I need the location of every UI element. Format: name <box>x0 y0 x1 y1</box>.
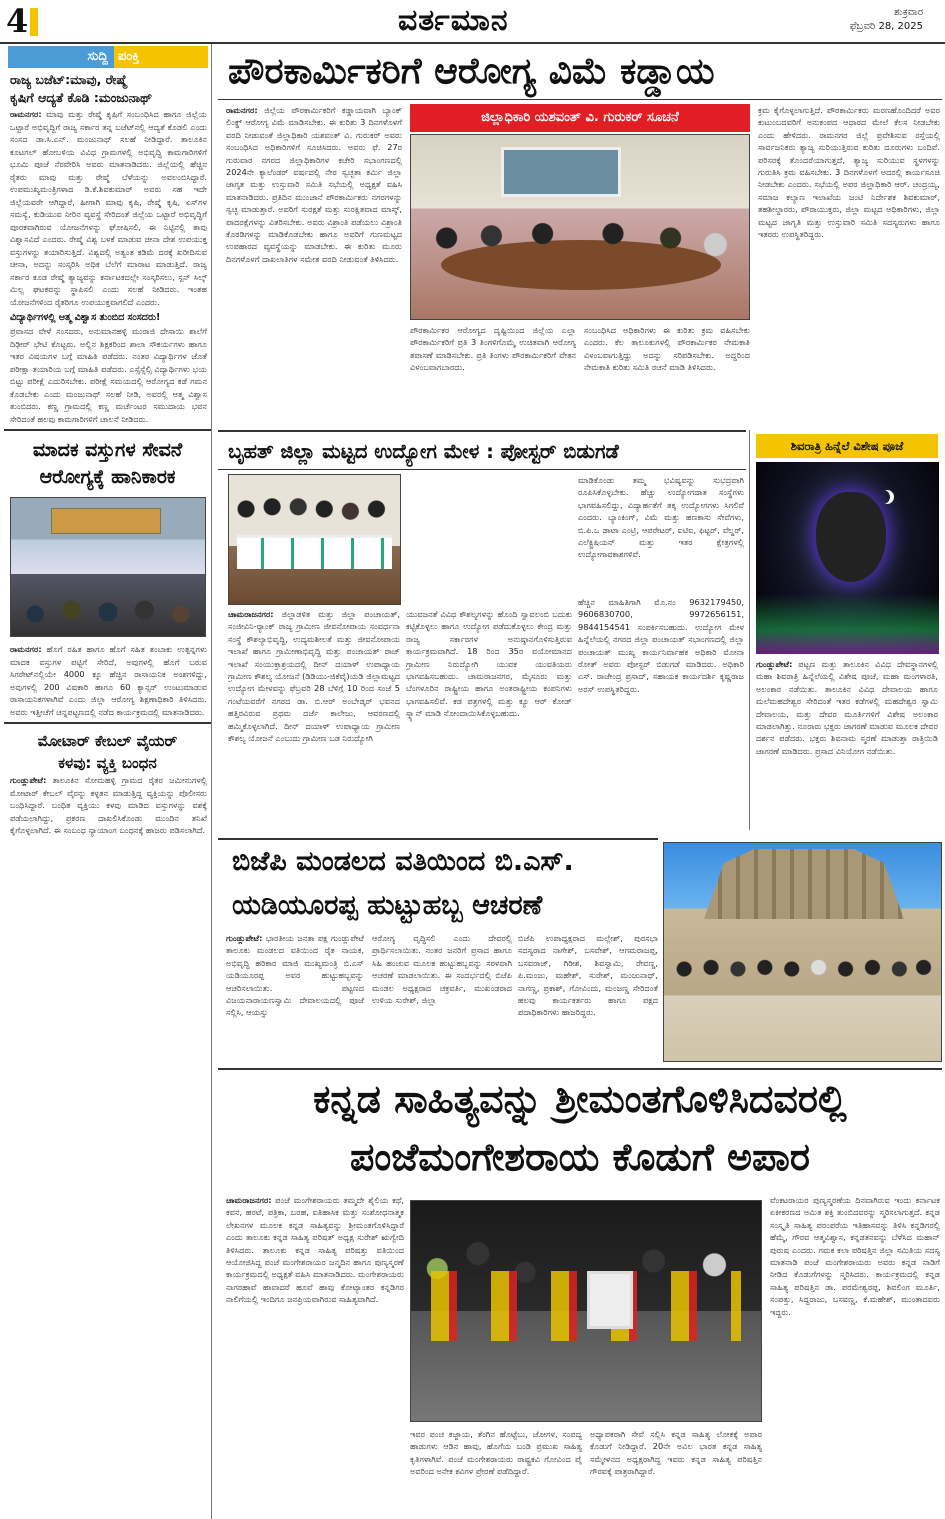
story3-box <box>749 430 942 830</box>
left-article-1 <box>4 108 211 308</box>
idol-graphic <box>816 492 886 582</box>
moon-icon <box>876 490 890 504</box>
story5-col3: ಅಧ್ಯಾಪಕರಾಗಿ ಸೇವೆ ಸಲ್ಲಿಸಿ ಕನ್ನಡ ಸಾಹಿತ್ಯ ಲೋಕಕ್ಕೆ ಅಪಾರ ಕೊಡುಗೆ ನೀಡಿದ್ದಾರೆ. 20ನೇ ಅವಿಲ ಭಾರತ ಕನ್ನಡ ಸಾಹಿತ್ಯ ಸಮ್ಮೇಳನದ ಅಧ್ಯಕ್ಷರಾಗಿದ್ದ ಇವರು ಕನ್ನಡ ಸಾಹಿತ್ಯ ಪರಿಷತ್ತಿನ ಗೌರವಕ್ಕೆ ಪಾತ್ರರಾಗಿದ್ದಾರೆ. <box>590 1429 762 1477</box>
story2-headline: ಬೃಹತ್ ಜಿಲ್ಲಾ ಮಟ್ಟದ ಉದ್ಯೋಗ ಮೇಳ : ಪೋಸ್ಟರ್ ಬಿಡುಗಡೆ <box>218 430 746 470</box>
tribute-photo <box>410 1200 762 1422</box>
article-body: ಪಟ್ಟಣ ಮತ್ತು ತಾಲೂಕಿನ ವಿವಿಧ ದೇವಸ್ಥಾನಗಳಲ್ಲಿ ಮಹಾ ಶಿವರಾತ್ರಿ ಹಿನ್ನೆಲೆಯಲ್ಲಿ ವಿಶೇಷ ಪೂಜೆ, ಮಹಾ ಮಂಗಳಾರತಿ, ಅಲಂಕಾರ ನಡೆಯಿತು. ತಾಲೂಕಿನ ವಿವಿಧ ದೇವಾಲಯ ಹಾಗೂ ಮಲೆಮಹದೇಶ್ವರ ಸೇರಿದಂತೆ ಇತರ ಕಡೆಗಳಲ್ಲಿ ಮಹದೇಶ್ವರ ಸ್ವಾಮಿ ದೇವಾಲಯ, ಮತ್ತು ದೇವರ ಮೂರ್ತಿಗಳಿಗೆ ವಿಶೇಷ ಅಲಂಕಾರ ಮಾಡಲಾಗಿತ್ತು. ನೂರಾರು ಭಕ್ತರು ಜಾಗರಣೆ ಮಾಡುವ ಮೂಲಕ ದೇವರ ದರ್ಶನ ಪಡೆದರು. ಭಕ್ತರು ಶಿವನಾಮ ಸ್ಮರಣೆ ಮಾಡುತ್ತಾ ರಾತ್ರಿಯಿಡಿ ಜಾಗರಣೆ ಮಾಡಿದರು. ಪ್ರಸಾದ ವಿನಿಯೋಗ ನಡೆಯಿತು. <box>756 659 938 756</box>
story4-col1 <box>226 932 364 1060</box>
banner-graphic <box>51 508 161 534</box>
story1-col4: ಕ್ರಮ ಕೈಗೊಳ್ಳಲಾಗುತ್ತಿದೆ. ಪೌರಕಾರ್ಮಿಕರು ಮರಣಹೊಂದಿದರೆ ಅವರ ಕುಟುಂಬದವರಿಗೆ ಅನುಕಂಪದ ಆಧಾರದ ಮೇಲೆ ಕೆಲಸ ನೀಡಬೇಕು ಎಂದು ಹೇಳಿದರು. ರಾಮನಗರ ಜಿಲ್ಲೆ ಪ್ರವೇಶಿಸುವ ರಸ್ತೆಯಲ್ಲಿ ಸಾರ್ವಜನಿಕರು ತ್ಯಾಜ್ಯ ಸುರಿಯುತ್ತಿರುವ ಕುರಿತು ದೂರುಗಳು ಬಂದಿವೆ. ಪರಿಸರಕ್ಕೆ ತೊಂದರೆಯಾಗುತ್ತದೆ, ತ್ಯಾಜ್ಯ ಸುರಿಯುವ ಸ್ಥಳಗಳನ್ನು ಗುರುತಿಸಿ ಕ್ರಮ ವಹಿಸಬೇಕು. 3 ದಿನಗಳೊಳಗೆ ಅದರಲ್ಲಿ ಕಾರ್ಯಸೂಚಿ ನೀಡಬೇಕು ಎಂದರು. ಸಭೆಯಲ್ಲಿ ಅಪರ ಜಿಲ್ಲಾಧಿಕಾರಿ ಆರ್. ಚಂದ್ರಯ್ಯ, ಸಮಾಜ ಕಲ್ಯಾಣ ಇಲಾಖೆಯ ಜಂಟಿ ನಿರ್ದೇಶಕ ಶಿವಕುಮಾರ್, ತಹಶೀಲ್ದಾರರು, ಪೌರಾಯುಕ್ತರು, ಜಿಲ್ಲಾ ಮಟ್ಟದ ಅಧಿಕಾರಿಗಳು, ಜಿಲ್ಲಾ ಮಟ್ಟದ ಜಾಗೃತಿ ಮತ್ತು ಉಸ್ತುವಾರಿ ಸಮಿತಿ ಸದಸ್ಯರುಗಳು ಹಾಗೂ ಇತರರು ಉಪಸ್ಥಿತರಿದ್ದರು. <box>758 105 940 240</box>
left-headline-2: ಕೃಷಿಗೆ ಆದ್ಯತೆ ಕೊಡಿ :ಮಂಜುನಾಥ್ <box>10 90 153 105</box>
window-graphic <box>501 147 621 197</box>
story5-col2: ಇವರ ಪಂಚ ಕಜ್ಜಾಯ, ತೆಂಗಿನ ಹೊಟ್ಟೆಬು, ಜೋಗಳ, ಸಂಪದ್ಯ ಹಾಡುಗಳು ಆಡಿನ ಹಾವು, ಹೊಗೆಯ ಬಂಡಿ ಪ್ರಮುಖ ಸಾಹಿತ್ಯ ಕೃತಿಗಳಾಗಿವೆ. ಪಂಜೆ ಮಂಗೇಶರಾಯರು ರಾಷ್ಟ್ರಕವಿ ಗೋವಿಂದ ಪೈ ಅವರಿಂದ ಅನೇಕ ಕವಿಗಳ ಪ್ರೇರಣೆ ಪಡೆದಿದ್ದಾರೆ. <box>410 1429 582 1477</box>
story1-col3: ಸಂಬಂಧಿಸಿದ ಅಧಿಕಾರಿಗಳು ಈ ಕುರಿತು ಕ್ರಮ ವಹಿಸಬೇಕು ಎಂದರು. ಕೆಲ ತಾಲೂಕುಗಳಲ್ಲಿ ಪೌರಕಾರ್ಮಿಕರ ನೇಮಕಾತಿ ವಿಳಂಬವಾಗುತ್ತಿದ್ದು ಅದನ್ನು ಸರಿಪಡಿಸಬೇಕು. ಅದ್ದರಿಂದ ನೇಮಕಾತಿ ಕುರಿತು ಸಮಿತಿ ರಚನೆ ಮಾಡಿ ತಿಳಿಸಿದರು. <box>584 325 750 373</box>
dateline: ರಾಮನಗರ: <box>10 644 42 654</box>
story5-col4: ವೆಂಕಟರಾಯರ ಪುಣ್ಯಸ್ಮರಣೆಯ ದಿನವಾಗಿರುವ ಇಂದು ಕರ್ನಾಟಕ ಏಕೀಕರಣದ ಅಮಿತ ಶಕ್ತಿ ತುಂಬಿದವರನ್ನು ಸ್ಮರಿಸಲಾಗುತ್ತದೆ. ಕನ್ನಡ ಸಂಸ್ಕೃತಿ ಸಾಹಿತ್ಯ ಪರಂಪರೆಯ ಇತಿಹಾಸವನ್ನು ತಿಳಿಸಿ ಕನ್ನಡಿಗರಲ್ಲಿ ಹೆಮ್ಮೆ, ಗೌರವ ಆತ್ಮವಿಶ್ವಾಸ, ಕನ್ನಡತನವನ್ನು ಬೆಳೆಸಿದ ಮಹಾನ್ ಪುರುಷ ಎಂದರು. ಗಮಕ ಕಲಾ ಪರಿಷತ್ತಿನ ಜಿಲ್ಲಾ ಸಮಿತಿಯ ಸದಸ್ಯ ಮಾತನಾಡಿ ಪಂಜೆ ಮಂಗೇಶರಾಯರು ಅವರು ಕನ್ನಡ ನಾಡಿಗೆ ನೀಡಿದ ಕೊಡುಗೆಗಳನ್ನು ಸ್ಮರಿಸಿದರು. ಕಾರ್ಯಕ್ರಮದಲ್ಲಿ ಕನ್ನಡ ಸಾಹಿತ್ಯ ಪರಿಷತ್ತಿನ ಡಾ. ಪರಮೇಶ್ವರಪ್ಪ, ಶಿವಲಿಂಗ ಮೂರ್ತಿ, ಸಂಪತ್ತು, ಸಿದ್ದರಾಜು, ಬಸವಣ್ಣ, ಕೆ.ಮಹೇಶ್, ಮುಂತಾದವರು ಇದ್ದರು. <box>770 1195 940 1317</box>
left-article-2: ಪ್ರವಾಸದ ವೇಳೆ ಸಂಸದರು, ಅನುಮಾನಹಳ್ಳಿ ಮುರಾಜಿ ದೇಸಾಯಿ ಶಾಲೆಗೆ ದಿಢೀರ್ ಭೇಟಿ ಕೊಟ್ಟರು. ಅಲ್ಲಿನ ಶಿಕ್ಷಕರಿಂದ ಶಾಲಾ ಸೌಕರ್ಯಗಳು ಹಾಗೂ ಇತರ ವಿಷಯಗಳ ಬಗ್ಗೆ ಮಾಹಿತಿ ಪಡೆದರು. ನಂತರ ವಿದ್ಯಾರ್ಥಿಗಳ ಜೊತೆ ಪರೀಕ್ಷಾ ತಯಾರಿಯ ಬಗ್ಗೆ ಮಾಹಿತಿ ಪಡೆದರು. ಎಸ್ಸೆಸ್ಸೆಲ್ಸಿ ವಿದ್ಯಾರ್ಥಿಗಳು ಭಯ ಬಿಟ್ಟು ಪರೀಕ್ಷೆ ಎದುರಿಸಬೇಕು. ಪರೀಕ್ಷೆ ಸಮಯದಲ್ಲಿ ಆರೋಗ್ಯದ ಕಡೆ ಗಮನ ಕೊಡಬೇಕು ಎಂದು ಮಂಜುನಾಥ್ ಸಲಹೆ ನೀಡಿ, ಅವರಲ್ಲಿ ಆತ್ಮ ವಿಶ್ವಾಸ ತುಂಬಿದರು. ಕಣ್ಣ ಗ್ರಾಮದಲ್ಲಿ ಕಣ್ಣ ಮರ್ಚೆಂಟರ ಸಮುದಾಯ ಭವನ ಸೇರಿದಂತೆ ಹಲವು ಕಾಮಗಾರಿಗಳಿಗೆ ಚಾಲನೆ ನೀಡಿದರು. <box>10 326 207 424</box>
story4-col2: ಆರೋಗ್ಯ ವೃದ್ಧಿಸಲಿ ಎಂದು ದೇವರಲ್ಲಿ ಪ್ರಾರ್ಥಿಸಲಾಯಿತು. ನಂತರ ಜನರಿಗೆ ಪ್ರಸಾದ ಹಾಗೂ ಸಿಹಿ ಹಂಚುವ ಮೂಲಕ ಹುಟ್ಟುಹಬ್ಬವನ್ನು ಸರಳವಾಗಿ ಆಚರಣೆ ಮಾಡಲಾಯಿತು. ಈ ಸಂದರ್ಭದಲ್ಲಿ ಬಿಜೆಪಿ ಮಂಡಲ ಅಧ್ಯಕ್ಷರಾದ ಚಕ್ರವರ್ತಿ, ಮುಖಂಡರಾದ ಉಳಿಯ ಸುರೇಶ್, ಜಿಲ್ಲಾ <box>372 933 512 1006</box>
awareness-photo <box>10 497 206 637</box>
left-subhead: ವಿದ್ಯಾರ್ಥಿಗಳಲ್ಲಿ ಆತ್ಮ ವಿಶ್ವಾಸ ತುಂಬಿದ ಸಂಸದರು! <box>10 312 161 323</box>
page-number-bar <box>30 8 38 36</box>
left-headline-cable-1: ಮೋಟಾರ್ ಕೇಬಲ್ ವೈಯರ್ <box>37 732 178 750</box>
story1-headline: ಪೌರಕಾರ್ಮಿಕರಿಗೆ ಆರೋಗ್ಯ ವಿಮೆ ಕಡ್ಡಾಯ <box>218 44 942 100</box>
story1-col1 <box>226 104 402 424</box>
article-body: ಜಿಲ್ಲಾಡಳಿತ ಮತ್ತು ಜಿಲ್ಲಾ ಪಂಚಾಯತ್, ಸಂಜೀವಿನಿ-ರ‍್ಯಾಂಕ್ ರಾಜ್ಯ ಗ್ರಾಮೀಣ ಜೀವನೋಪಾಯ ಸಂವರ್ಧನಾ ಸಂಸ್ಥೆ ಕೌಶಲ್ಯಾಭಿವೃದ್ಧಿ, ಉದ್ಯಮಶೀಲತೆ ಮತ್ತು ಜೀವನೋಪಾಯ ಇಲಾಖೆ ಹಾಗೂ ಗ್ರಾಮೀಣಾಭಿವೃದ್ಧಿ ಮತ್ತು ಪಂಚಾಯತ್ ರಾಜ್ ಇಲಾಖೆ ಸಂಯುಕ್ತಾಶ್ರಯದಲ್ಲಿ ದೀನ್ ದಯಾಳ್ ಉಪಾಧ್ಯಾಯ ಗ್ರಾಮೀಣ ಕೌಶಲ್ಯ ಯೋಜನೆ (ಡಿಡಿಯು-ಜಿಕೆವೈ)ಯಡಿ ಜಿಲ್ಲಾಮಟ್ಟದ ಉದ್ಯೋಗ ಮೇಳವನ್ನು ಫೆಬ್ರವರಿ 28 ಬೆಳಿಗ್ಗೆ 10 ರಿಂದ ಸಂಜೆ 5 ಗಂಟೆಯವರೆಗೆ ನಗರದ ಡಾ. ಬಿ.ಆರ್ ಅಂಬೇಡ್ಕರ್ ಭವನದ ಹತ್ತಿರವಿರುವ ಪ್ರಥಮ ದರ್ಜೆ ಕಾಲೇಜು, ಆವರಣದಲ್ಲಿ ಹಮ್ಮಿಕೊಳ್ಳಲಾಗಿದೆ. ದೀನ್ ದಯಾಳ್ ಉಪಾಧ್ಯಾಯ ಗ್ರಾಮೀಣ ಕೌಶಲ್ಯ ಯೋಜನೆ ಎಂಬುದು ಗ್ರಾಮೀಣ ಬಡ ನಿರುದ್ಯೋಗಿ <box>228 609 400 744</box>
temple-group-photo <box>663 842 942 1062</box>
shawls-graphic <box>431 1271 741 1341</box>
shiva-idol-photo <box>756 462 939 654</box>
page-number: 4 <box>6 2 29 40</box>
story4-col3: ಬಿಜೆಪಿ ಉಪಾಧ್ಯಕ್ಷರಾದ ಮಲ್ಲೇಶ್, ಪುರಸಭಾ ಸದಸ್ಯರಾದ ನಾಗೇಶ್, ಬಸವೇಶ್, ಆಗಮರಾಜಪ್ಪ, ಬಸವರಾಜ್, ಗಿರೀಶ, ಶಿವಸ್ವಾಮಿ, ರೇವಣ್ಣ, ಪಿ.ಮಂಜು, ಮಹೇಶ್, ಸುರೇಶ್, ಮಂಜುನಾಥ್, ನಾಗಣ್ಣ, ಪ್ರಕಾಶ್, ಗೋವಿಂದು, ಮಂಜಣ್ಣ ಸೇರಿದಂತೆ ಹಲವು ಕಾರ್ಯಕರ್ತರು ಹಾಗೂ ಪಕ್ಷದ ಪದಾಧಿಕಾರಿಗಳು ಹಾಜರಿದ್ದರು. <box>518 933 658 1018</box>
people-graphic <box>668 953 937 1033</box>
story3-body <box>750 654 942 757</box>
left-headline-cable-2: ಕಳವು: ವ್ಯಕ್ತಿ ಬಂಧನ <box>58 754 157 772</box>
story2-col1 <box>228 608 400 830</box>
left-headline-1: ರಾಜ್ಯ ಬಜೆಟ್:ಮಾವು, ರೇಷ್ಮೆ <box>10 72 128 87</box>
dateline: ಚಾಮರಾಜನಗರ: <box>226 1195 272 1205</box>
left-article-4 <box>4 774 211 837</box>
section-tag <box>8 46 208 68</box>
dateline: ಚಾಮರಾಜನಗರ: <box>228 609 274 619</box>
job-fair-poster-photo <box>228 474 401 605</box>
dateline: ರಾಮನಗರ: <box>10 109 42 119</box>
story2-top-right: ಮಾಡಿಕೊಂಡು ತಮ್ಮ ಭವಿಷ್ಯವನ್ನು ಸುಭದ್ರವಾಗಿ ರೂಪಿಸಿಕೊಳ್ಳಬೇಕು. ಹೆಚ್ಚು ಉದ್ಯೋಗದಾತ ಸಂಸ್ಥೆಗಳು ಭಾಗವಹಿಸಲಿದ್ದು, ವಿದ್ಯಾರ್ಹತೆಗೆ ತಕ್ಕ ಉದ್ಯೋಗಗಳು ಸಿಗಲಿವೆ ಎಂದರು. ಬ್ಯಾಂಕಿಂಗ್, ವಿಮೆ ಮತ್ತು ಹಣಕಾಸು ಸೇವೆಗಳು, ಬಿ.ಪಿ.ಒ ಡಾಟಾ ಎಂಟ್ರಿ, ಆಪರೇಟರ್, ಐಟಿಐ, ಫಿಟ್ಟರ್, ವೆಲ್ಡರ್, ಎಲೆಕ್ಟ್ರಿಷಿಯನ್ ಮತ್ತು ಇತರ ಕ್ಷೇತ್ರಗಳಲ್ಲಿ ಉದ್ಯೋಗಾವಕಾಶಗಳಿವೆ. <box>578 475 744 560</box>
portrait-graphic <box>587 1271 633 1329</box>
article-body: ಮಾವು ಮತ್ತು ರೇಷ್ಮೆ ಕೃಷಿಗೆ ಸಂಬಂಧಿಸಿದ ಹಾಗೂ ಜಿಲ್ಲೆಯ ಒಟ್ಟಾರೆ ಅಭಿವೃದ್ಧಿಗೆ ರಾಜ್ಯ ಸರ್ಕಾರ ತನ್ನ ಬಜೆಟ್‌ನಲ್ಲಿ ಆದ್ಯತೆ ಕೊಡಲಿ ಎಂದು ಸಂಸದ ಡಾ.ಸಿ.ಎನ್. ಮಂಜುನಾಥ್ ಸಲಹೆ ನೀಡಿದ್ದಾರೆ. ತಾಲೂಕಿನ ಕೂಟಗಲ್ ಹೋಬಳಿಯ ವಿವಿಧ ಗ್ರಾಮಗಳಲ್ಲಿ ಅಭಿವೃದ್ಧಿ ಕಾಮಗಾರಿಗಳಿಗೆ ಭೂಮಿ ಪೂಜೆ ನೆರವೇರಿಸಿ ಅವರು ಮಾತನಾಡಿದರು. ಜಿಲ್ಲೆಯಲ್ಲಿ ಹೆಚ್ಚಿನ ರೈತರು ಮಾವು ಮತ್ತು ರೇಷ್ಮೆ ಬೆಳೆಯನ್ನು ಅವಲಂಬಿಸಿದ್ದಾರೆ. ಉಪಮುಖ್ಯಮಂತ್ರಿಗಳಾದ ಡಿ.ಕೆ.ಶಿವಕುಮಾರ್ ಅವರು ಸಹ ಇದೇ ಜಿಲ್ಲೆಯವರೇ ಆಗಿದ್ದಾರೆ, ಹೀಗಾಗಿ ಮಾವು ಕೃಷಿ, ರೇಷ್ಮೆ ಕೃಷಿ, ಏಸ್‌ಗಳ ಸಮಸ್ಯೆ, ಕುಡಿಯುವ ನೀರಿನ ವ್ಯವಸ್ಥೆ ಸೇರಿದಂತೆ ಜಿಲ್ಲೆಯ ಒಟ್ಟಾರೆ ಅಭಿವೃದ್ಧಿಗೆ ಪೂರಕವಾಗಿರುವ ಯೋಜನೆಗಳನ್ನು ಘೋಷಿಸಲಿ, ಈ ನಿಟ್ಟಿನಲ್ಲಿ ತಾವು ವಿಶ್ವಾಸವಿದೆ ಎಂದರು. ರೇಷ್ಮೆ ವಿಶ್ವ ಬಳಕೆ ಮಾಡುವ ಚೀನಾ ದೇಶ ಉಪಯುಕ್ತ ವಸ್ತುಗಳನ್ನು ತಯಾರಿಸುತ್ತಿದೆ. ವಿಶ್ವದಲ್ಲಿ ಅತ್ಯಂತ ಕಡಿಮೆ ದರಕ್ಕೆ ಖರೀದಿಸುವ ಚೀನಾ, ಅದನ್ನು ಸಂಸ್ಕರಿಸಿ ಅಧಿಕ ಬೆಲೆಗೆ ಮಾರಾಟ ಮಾಡುತ್ತಿದೆ. ರಾಜ್ಯ ಸರ್ಕಾರ ಕೂಡ ರೇಷ್ಮೆ ತ್ಯಾಜ್ಯವನ್ನು ಕರ್ನಾಟಕದಲ್ಲೇ ಸಂಸ್ಕರಿಸಲು, ಸ್ಪನ್ ಸಿಲ್ಕ್ ಮಿಲ್ಲ ಘಟಕವನ್ನು ಸ್ಥಾಪಿಸಲಿ ಎಂದು ಸಲಹೆ ನೀಡಿದರು. ಇಂತಹ ಯೋಜನೆಗಳಿಂದ ರೈತರಿಗೂ ಉಪಯುಕ್ತವಾಗಲಿದೆ ಎಂದರು. <box>10 109 207 307</box>
story5-headline-line1: ಕನ್ನಡ ಸಾಹಿತ್ಯವನ್ನು ಶ್ರೀಮಂತಗೊಳಿಸಿದವರಲ್ಲಿ <box>313 1077 847 1121</box>
temple-tower-graphic <box>704 849 904 919</box>
article-body: ಹೊಗೆ ರಹಿತ ಹಾಗೂ ಹೊಗೆ ಸಹಿತ ತಂಬಾಕು ಉತ್ಪನ್ನಗಳು ಮಾದಕ ವಸ್ತುಗಳ ಪಟ್ಟಿಗೆ ಸೇರಿದೆ, ಅವುಗಳಲ್ಲಿ ಹೊಗೆ ಬರುವ ಸಿಗರೇಟ್‌ನಲ್ಲಿಯೇ 4000 ಕ್ಕೂ ಹೆಚ್ಚಿನ ರಾಸಾಯನಿಕ ಅಂಶಗಳಿದ್ದು, ಅವುಗಳಲ್ಲಿ 200 ವಿಷಕಾರಿ ಹಾಗೂ 60 ಕ್ಯಾನ್ಸರ್ ಉಂಟುಮಾಡುವ ರಾಸಾಯನಿಕಗಳಾಗಿವೆ ಎಂದು ಜಿಲ್ಲಾ ಆರೋಗ್ಯ ಶಿಕ್ಷಣಾಧಿಕಾರಿ ತಿಳಿಸಿದರು. ಅವರು ಇತ್ತೀಚೆಗೆ ಚನ್ನಪಟ್ಟಣದಲ್ಲಿ ನಡೆದ ಕಾರ್ಯಕ್ರಮದಲ್ಲಿ ಮಾತನಾಡಿದರು. <box>10 644 207 717</box>
story2-col2: ಯುವಜನತೆ ವಿವಿಧ ಕೌಶಲ್ಯಗಳನ್ನು ಹೊಂದಿ ಸ್ವಾವಲಂಬಿ ಬದುಕು ಕಟ್ಟಿಕೊಳ್ಳಲು ಹಾಗೂ ಉದ್ಯೋಗ ಪಡೆದುಕೊಳ್ಳಲು ಕೇಂದ್ರ ಮತ್ತು ರಾಜ್ಯ ಸರ್ಕಾರಗಳ ಅನುಷ್ಠಾನಗೊಳಿಸುತ್ತಿರುವ ಕಾರ್ಯಕ್ರಮವಾಗಿದೆ. 18 ರಿಂದ 35ರ ವಯೋಮಾನದ ಗ್ರಾಮೀಣ ನಿರುದ್ಯೋಗಿ ಯುವಕ ಯುವತಿಯರು ಭಾಗವಹಿಸಬಹುದು. ಚಾಮರಾಜನಗರ, ಮೈಸೂರು ಮತ್ತು ಬೆಂಗಳೂರಿನ ರಾಷ್ಟ್ರೀಯ ಹಾಗೂ ಅಂತರಾಷ್ಟ್ರೀಯ ಕಂಪನಿಗಳು ಭಾಗವಹಿಸಲಿವೆ. ಕಡ ಪತ್ರಗಳಲ್ಲಿ ಮತ್ತು ಕ್ಯೂ ಆರ್ ಕೋಡ್ ಸ್ಕ್ಯಾನ್ ಮಾಡಿ ನೋಂದಾಯಿಸಿಕೊಳ್ಳಬಹುದು. <box>406 609 572 719</box>
story4-headline: ಬಿಜೆಪಿ ಮಂಡಲದ ವತಿಯಿಂದ ಬಿ.ಎಸ್. ಯಡಿಯೂರಪ್ಪ ಹುಟ್ಟುಹಬ್ಬ ಆಚರಣೆ <box>218 838 658 928</box>
section-tag-left: ಸುದ್ದಿ <box>8 46 114 68</box>
masthead <box>0 0 945 44</box>
article-body: ತಾಲೂಕಿನ ಸೋಮಹಳ್ಳಿ ಗ್ರಾಮದ ರೈತರ ಜಮೀನುಗಳಲ್ಲಿ ಮೋಟಾರ್ ಕೇಬಲ್ ವೈರನ್ನು ಕಳ್ಳತನ ಮಾಡುತ್ತಿದ್ದ ವ್ಯಕ್ತಿಯನ್ನು ಪೊಲೀಸರು ಬಂಧಿಸಿದ್ದಾರೆ. ಬಂಧಿತ ವ್ಯಕ್ತಿಯು ಕಳವು ಮಾಡಿದ ವಸ್ತುಗಳನ್ನು ವಶಕ್ಕೆ ಪಡೆಯಲಾಗಿದ್ದು, ಪ್ರಕರಣ ದಾಖಲಿಸಿಕೊಂಡು ಮುಂದಿನ ತನಿಖೆ ಕೈಗೊಳ್ಳಲಾಗಿದೆ. ಈ ಸಂಬಂಧ ನ್ಯಾಯಾಂಗ ಬಂಧನಕ್ಕೆ ಹಾಜರು ಪಡಿಸಲಾಗಿದೆ. <box>10 775 208 835</box>
people-graphic <box>421 205 741 315</box>
masthead-date: ಫೆಬ್ರವರಿ 28, 2025 <box>849 21 923 32</box>
dateline: ಗುಂಡ್ಲುಪೇಟೆ: <box>756 659 793 669</box>
article-body: ಪಂಜೆ ಮಂಗೇಶರಾಯರು ತಮ್ಮದೇ ಶೈಲಿಯ ಕಥೆ, ಕವನ, ಹರಟೆ, ಪತ್ರಿಕಾ, ಬರಹ, ಐತಿಹಾಸಿಕ ಮತ್ತು ಸಂಶೋಧನಾತ್ಮಕ ಲೇಖನಗಳ ಮೂಲಕ ಕನ್ನಡ ಸಾಹಿತ್ಯವನ್ನು ಶ್ರೀಮಂತಗೊಳಿಸಿದ್ದಾರೆ ಎಂದು ತಾಲೂಕು ಕನ್ನಡ ಸಾಹಿತ್ಯ ಪರಿಷತ್ ಅಧ್ಯಕ್ಷ ಸುರೇಶ್ ಋಗ್ವೇದಿ ತಿಳಿಸಿದರು. ತಾಲೂಕು ಕನ್ನಡ ಸಾಹಿತ್ಯ ಪರಿಷತ್ತು ವತಿಯಿಂದ ಆಯೋಜಿಸಿದ್ದ ಪಂಜೆ ಮಂಗೇಶರಾಯರ ಜನ್ಮದಿನ ಹಾಗೂ ಪುಣ್ಯಸ್ಮರಣೆ ಕಾರ್ಯಕ್ರಮದಲ್ಲಿ ಅಧ್ಯಕ್ಷತೆ ವಹಿಸಿ ಮಾತನಾಡಿದರು. ಮಂಗೇಶರಾಯರು ನಾಗರಹಾವೆ ಹಾವಾದರೆ ಹೂವೆ ಹಾವು ಕೋಟ್ಯಾಂತರ ಕನ್ನಡಿಗರ ನಾಲಿಗೆಯಲ್ಲಿ ಇಂದಿಗೂ ಜನಪ್ರಿಯವಾಗಿರುವ ಸಾಹಿತ್ಯವಾಗಿದೆ. <box>226 1195 404 1305</box>
meeting-photo <box>410 134 750 320</box>
crowd-graphic <box>17 590 199 630</box>
story3-headline: ಶಿವರಾತ್ರಿ ಹಿನ್ನೆಲೆ ವಿಶೇಷ ಪೂಜೆ <box>756 434 938 458</box>
masthead-date-block <box>850 6 923 34</box>
dateline: ಗುಂಡ್ಲುಪೇಟೆ: <box>226 933 263 943</box>
left-headline-cable <box>4 722 211 774</box>
dateline: ಗುಂಡ್ಲುಪೇಟೆ: <box>10 775 47 785</box>
story5-headline-line2: ಪಂಜೆಮಂಗೇಶರಾಯ ಕೊಡುಗೆ ಅಪಾರ <box>350 1135 810 1179</box>
left-column <box>4 44 212 1519</box>
story2-col3: ಹೆಚ್ಚಿನ ಮಾಹಿತಿಗಾಗಿ ಮೊ.ನಂ 9632179450, 9606830700, 9972656151, 9844154541 ಸಂಪರ್ಕಿಸಬಹುದು. ಉದ್ಯೋಗ ಮೇಳ ಹಿನ್ನೆಲೆಯಲ್ಲಿ ನಗರದ ಜಿಲ್ಲಾ ಪಂಚಾಯತ್ ಸಭಾಂಗಣದಲ್ಲಿ ಜಿಲ್ಲಾ ಪಂಚಾಯತ್ ಮುಖ್ಯ ಕಾರ್ಯನಿರ್ವಾಹಕ ಅಧಿಕಾರಿ ಮೋನಾ ರೋತ್ ಅವರು ಪೋಸ್ಟರ್ ಬಿಡುಗಡೆ ಮಾಡಿದರು. ಅಧಿಕಾರಿ ಎಸ್. ರಾಜೇಂದ್ರ ಪ್ರಸಾದ್, ಸಹಾಯಕ ಕಾರ್ಯದರ್ಶಿ ಕೃಷ್ಣರಾಜ ಅರಸ್ ಉಪಸ್ಥಿತರಿದ್ದರು. <box>578 597 744 694</box>
story5-headline <box>218 1068 942 1186</box>
light-glow-graphic <box>756 594 939 654</box>
story1-col2: ಪೌರಕಾರ್ಮಿಕರ ಆರೋಗ್ಯದ ದೃಷ್ಟಿಯಿಂದ ಜಿಲ್ಲೆಯ ಎಲ್ಲಾ ಪೌರಕಾರ್ಮಿಕರಿಗೆ ಪ್ರತಿ 3 ತಿಂಗಳಿಗೊಮ್ಮೆ ಉಚಿತವಾಗಿ ಆರೋಗ್ಯ ತಪಾಸಣೆ ಮಾಡಿಸಬೇಕು. ಪ್ರತಿ ತಿಂಗಳು ಪೌರಕಾರ್ಮಿಕರಿಗೆ ವೇತನ ವಿಳಂಬವಾಗಬಾರದು. <box>410 325 576 373</box>
left-article-3 <box>4 643 211 718</box>
posters-graphic <box>237 535 392 569</box>
newspaper-title: ವರ್ತಮಾನ <box>398 3 509 38</box>
article-body: ಭಾರತೀಯ ಜನತಾ ಪಕ್ಷ ಗುಂಡ್ಲುಪೇಟೆ ತಾಲೂಕು ಮಂಡಲದ ವತಿಯಿಂದ ರೈತ ನಾಯಕ, ಅಭಿವೃದ್ಧಿ ಹರಿಕಾರ ಮಾಜಿ ಮುಖ್ಯಮಂತ್ರಿ ಬಿ.ಎಸ್ ಯಡಿಯೂರಪ್ಪ ಅವರ ಹುಟ್ಟುಹಬ್ಬವನ್ನು ಆಚರಿಸಲಾಯಿತು. ಪಟ್ಟಣದ ವಿಜಯನಾರಾಯಣಸ್ವಾಮಿ ದೇವಾಲಯದಲ್ಲಿ ಪೂಜೆ ಸಲ್ಲಿಸಿ, ಆಯಸ್ಸು <box>226 933 364 1018</box>
section-tag-right: ಪಂಕ್ತಿ <box>114 46 208 68</box>
dateline: ರಾಮನಗರ: <box>226 105 258 115</box>
story5-col1 <box>226 1194 404 1516</box>
masthead-day: ಶುಕ್ರವಾರ <box>894 7 923 18</box>
story1-subhead: ಜಿಲ್ಲಾಧಿಕಾರಿ ಯಶವಂತ್ ವಿ. ಗುರುಕರ್ ಸೂಚನೆ <box>410 104 750 132</box>
left-headline-drugs: ಮಾದಕ ವಸ್ತುಗಳ ಸೇವನೆ ಆರೋಗ್ಯಕ್ಕೆ ಹಾನಿಕಾರಕ <box>4 429 211 491</box>
article-body: ಜಿಲ್ಲೆಯ ಪೌರಕಾರ್ಮಿಕರಿಗೆ ಕಡ್ಡಾಯವಾಗಿ ಬ್ಯಾಂಕ್ ಲಿಂಕ್ಡ್ ಆರೋಗ್ಯ ವಿಮೆ ಮಾಡಿಸಬೇಕು. ಈ ಕುರಿತು 3 ದಿನಗಳೊಳಗೆ ವರದಿ ನೀಡುವಂತೆ ಜಿಲ್ಲಾಧಿಕಾರಿ ಯಶವಂತ್ ವಿ. ಗುರುಕರ್ ಅವರು ಸಂಬಂಧಿಸಿದ ಅಧಿಕಾರಿಗಳಿಗೆ ಸೂಚಿಸಿದರು. ಅವರು ಫೆ. 27ರ ಗುರುವಾರ ನಗರದ ಜಿಲ್ಲಾಧಿಕಾರಿಗಳ ಕಚೇರಿ ಸಭಾಂಗಣದಲ್ಲಿ 2024ನೇ ಕ್ಯಾಲೆಂಡರ್ ವರ್ಷದಲ್ಲಿ ನೇರ ಸ್ವಚ್ಛತಾ ಕರ್ಮಿ ಜಿಲ್ಲಾ ಜಾಗೃತ ಮತ್ತು ಉಸ್ತುವಾರಿ ಸಮಿತಿ ಸಭೆಯಲ್ಲಿ ಅಧ್ಯಕ್ಷತೆ ವಹಿಸಿ ಮಾತನಾಡಿದರು. ಪ್ರತಿದಿನ ಮುಂಜಾನೆ ಪೌರಕಾರ್ಮಿಕರು ನಗರಗಳನ್ನು ಸ್ವಚ್ಛ ಮಾಡುತ್ತಾರೆ. ಅವರಿಗೆ ಸುರಕ್ಷತೆ ಮತ್ತು ಸುರಕ್ಷಿತವಾದ ಮಾಸ್ಕ್, ಪಾದರಕ್ಷೆಗಳನ್ನು ವಿತರಿಸಬೇಕು. ಅವರು ವಿಶ್ರಾಂತಿ ಪಡೆಯಲು ವಿಶ್ರಾಂತಿ ಕೊಠಡಿಗಳನ್ನು ಮಾಡಿಕೊಡಬೇಕು ಹಾಗೂ ಅವರಿಗೆ ಗುಣಮಟ್ಟದ ಉಪಹಾರದ ವ್ಯವಸ್ಥೆಯನ್ನು ಮಾಡಬೇಕು. ಈ ಕುರಿತು ಮೂರು ದಿನಗಳೊಳಗೆ ದಾಖಲಾತಿಗಳ ಸಮೇತ ವರದಿ ನೀಡುವಂತೆ ತಿಳಿಸಿದರು. <box>226 105 402 264</box>
